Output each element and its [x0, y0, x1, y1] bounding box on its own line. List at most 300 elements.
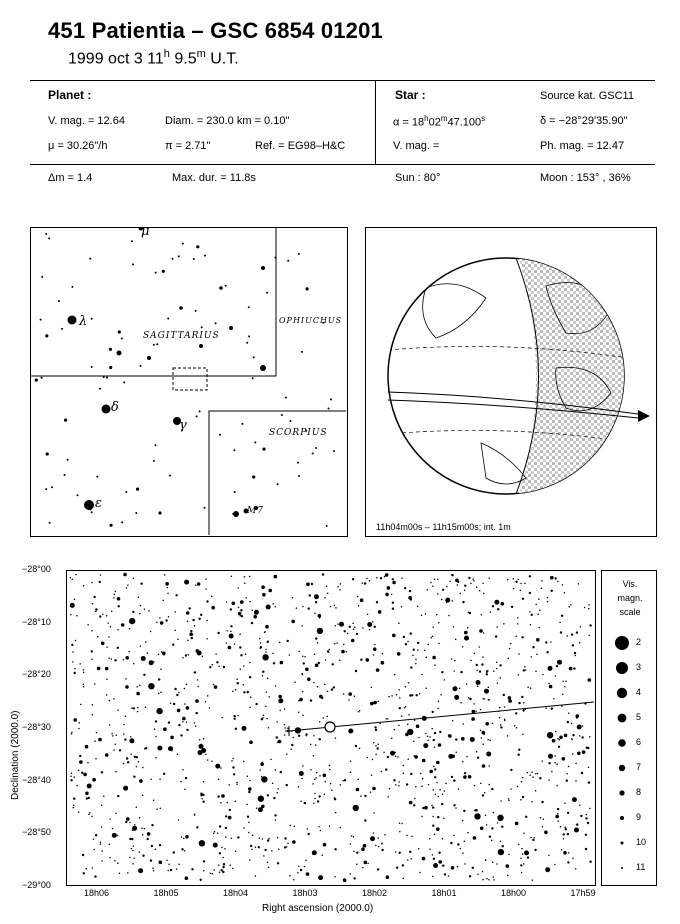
- field-star: [236, 678, 238, 680]
- field-star: [95, 834, 97, 836]
- field-star: [217, 632, 219, 634]
- field-star: [188, 654, 190, 656]
- field-star: [510, 643, 512, 645]
- field-star: [353, 836, 355, 838]
- field-star: [444, 790, 446, 792]
- y-tick-label: −28°50: [22, 827, 51, 838]
- field-star: [500, 841, 502, 843]
- field-star: [85, 792, 89, 796]
- field-star: [532, 776, 534, 778]
- field-star: [433, 766, 435, 768]
- field-star: [223, 666, 225, 668]
- field-star: [515, 712, 517, 714]
- field-star: [550, 641, 552, 643]
- field-star: [359, 710, 361, 712]
- field-star: [570, 604, 572, 606]
- field-star: [241, 615, 243, 617]
- field-star: [558, 739, 560, 741]
- field-star: [377, 701, 379, 703]
- field-star: [232, 868, 234, 870]
- event-maxdur: Max. dur. = 11.8s: [172, 172, 256, 184]
- field-star: [473, 836, 477, 840]
- field-star: [117, 795, 119, 797]
- field-star: [83, 683, 85, 685]
- field-star: [323, 774, 327, 778]
- field-star: [261, 776, 263, 778]
- field-star: [83, 686, 85, 688]
- field-star: [255, 875, 257, 877]
- field-star: [159, 779, 161, 781]
- field-star: [422, 807, 424, 809]
- field-star: [342, 780, 344, 782]
- field-star: [317, 686, 319, 688]
- field-star: [579, 735, 581, 737]
- field-star: [219, 871, 221, 873]
- field-star: [480, 827, 484, 831]
- field-star: [586, 747, 588, 749]
- field-star: [476, 751, 478, 753]
- field-star: [284, 724, 286, 726]
- field-star: [234, 643, 236, 645]
- field-star: [318, 795, 320, 797]
- field-star: [315, 777, 317, 779]
- field-star: [185, 835, 189, 839]
- field-star: [263, 855, 265, 857]
- field-star: [313, 803, 315, 805]
- field-star: [246, 804, 248, 806]
- field-star: [111, 658, 113, 660]
- field-star: [453, 670, 455, 672]
- field-star: [555, 731, 557, 733]
- field-star: [571, 723, 573, 725]
- field-star: [136, 807, 138, 809]
- field-star: [331, 790, 333, 792]
- field-star: [245, 654, 247, 656]
- field-star: [482, 744, 484, 746]
- y-tick-label: −28°20: [22, 669, 51, 680]
- star-alpha: [393, 114, 485, 129]
- field-star: [429, 838, 431, 840]
- label-mu: μ: [141, 224, 151, 239]
- field-star: [529, 774, 531, 776]
- field-star: [491, 840, 493, 842]
- finder-star: [125, 491, 127, 493]
- field-star: [206, 620, 208, 622]
- field-star: [361, 847, 365, 851]
- finder-star: [155, 444, 157, 446]
- field-star: [464, 840, 466, 842]
- field-star: [370, 702, 374, 706]
- finder-star: [109, 366, 112, 369]
- field-star: [197, 651, 202, 656]
- field-star: [319, 775, 321, 777]
- finder-star: [153, 460, 155, 462]
- field-star: [462, 820, 464, 822]
- field-star: [392, 602, 394, 604]
- field-star: [460, 671, 462, 673]
- field-star: [566, 773, 568, 775]
- field-star: [289, 654, 291, 656]
- finder-star: [49, 522, 51, 524]
- finder-star: [275, 257, 277, 259]
- field-star: [335, 625, 337, 627]
- star-phmag: Ph. mag. = 12.47: [540, 140, 625, 152]
- field-star: [341, 650, 345, 654]
- field-star: [500, 800, 502, 802]
- field-star: [569, 667, 573, 671]
- field-star: [482, 794, 484, 796]
- field-star: [480, 730, 482, 732]
- field-star: [267, 677, 269, 679]
- field-star: [266, 691, 268, 693]
- field-star: [106, 694, 108, 696]
- field-star: [105, 667, 109, 671]
- field-star: [522, 777, 524, 779]
- field-star: [139, 613, 141, 615]
- field-star: [91, 658, 93, 660]
- field-star: [510, 788, 512, 790]
- field-star: [203, 860, 205, 862]
- field-star: [455, 752, 457, 754]
- magnitude-legend: [601, 570, 657, 886]
- field-star: [124, 738, 126, 740]
- field-star: [130, 736, 132, 738]
- finder-star: [199, 344, 203, 348]
- field-star: [144, 828, 146, 830]
- field-star: [477, 686, 479, 688]
- field-star: [511, 606, 513, 608]
- field-star: [416, 725, 420, 729]
- field-star: [126, 817, 130, 821]
- field-star: [275, 685, 277, 687]
- field-star: [470, 737, 475, 742]
- field-star: [159, 861, 163, 865]
- field-star: [153, 870, 155, 872]
- field-star: [324, 781, 326, 783]
- field-star: [330, 783, 332, 785]
- field-star: [311, 583, 313, 585]
- field-star: [356, 863, 358, 865]
- field-star: [373, 701, 377, 705]
- field-star: [377, 837, 379, 839]
- field-star: [517, 786, 519, 788]
- field-star: [294, 681, 296, 683]
- field-star: [138, 868, 143, 873]
- field-star: [248, 822, 250, 824]
- field-star: [524, 666, 526, 668]
- field-star: [575, 868, 577, 870]
- field-star: [300, 800, 302, 802]
- field-star: [231, 838, 233, 840]
- field-star: [126, 587, 128, 589]
- field-star: [523, 863, 525, 865]
- field-star: [468, 612, 470, 614]
- field-star: [125, 821, 127, 823]
- field-star: [364, 861, 368, 865]
- field-star: [529, 575, 531, 577]
- field-star: [272, 782, 274, 784]
- field-star: [278, 740, 282, 744]
- field-star: [360, 795, 362, 797]
- field-star: [239, 633, 241, 635]
- field-star: [155, 720, 157, 722]
- field-star: [425, 688, 427, 690]
- field-star: [372, 621, 374, 623]
- field-star: [191, 637, 193, 639]
- field-star: [225, 827, 227, 829]
- field-star: [492, 605, 494, 607]
- field-star: [478, 682, 480, 684]
- field-star: [545, 867, 550, 872]
- field-star: [207, 695, 209, 697]
- field-star: [240, 600, 244, 604]
- field-star: [74, 668, 76, 670]
- field-star: [268, 838, 270, 840]
- field-star: [319, 617, 321, 619]
- field-star: [184, 850, 186, 852]
- field-star: [564, 826, 566, 828]
- field-star: [377, 868, 379, 870]
- field-star: [308, 607, 310, 609]
- field-star: [261, 718, 263, 720]
- alpha-m: m: [440, 114, 448, 123]
- finder-star: [277, 483, 279, 485]
- field-star: [432, 626, 434, 628]
- field-star: [559, 736, 563, 740]
- field-star: [218, 795, 220, 797]
- field-star: [189, 633, 193, 637]
- field-star: [178, 724, 180, 726]
- field-star: [473, 580, 475, 582]
- field-star: [200, 793, 202, 795]
- field-star: [327, 592, 329, 594]
- field-star: [362, 627, 364, 629]
- field-star: [438, 701, 440, 703]
- field-star: [184, 703, 186, 705]
- field-star: [384, 834, 386, 836]
- field-star: [268, 696, 270, 698]
- field-star: [199, 618, 201, 620]
- field-star: [414, 798, 416, 800]
- field-star: [238, 612, 242, 616]
- field-star: [186, 684, 188, 686]
- field-star: [249, 676, 251, 678]
- field-star: [432, 656, 436, 660]
- x-axis-label: Right ascension (2000.0): [262, 903, 374, 914]
- finder-chart: [30, 224, 348, 537]
- finder-star: [241, 423, 243, 425]
- legend-title-line: Vis.: [622, 579, 638, 589]
- field-star: [302, 765, 304, 767]
- legend-swatch: [612, 860, 632, 876]
- finder-star: [51, 486, 53, 488]
- field-star: [158, 678, 160, 680]
- field-star: [497, 682, 499, 684]
- field-star: [172, 644, 174, 646]
- field-star: [413, 740, 415, 742]
- field-star: [240, 654, 242, 656]
- field-star: [382, 653, 384, 655]
- field-star: [432, 585, 434, 587]
- field-star: [114, 860, 116, 862]
- legend-mag-label: 5: [636, 712, 642, 722]
- field-star: [589, 808, 591, 810]
- field-star: [518, 702, 520, 704]
- field-star: [496, 863, 498, 865]
- field-star: [289, 825, 291, 827]
- finder-stars: [35, 228, 335, 527]
- x-tick-label: 17h59: [570, 888, 596, 898]
- field-star: [270, 759, 272, 761]
- field-star: [488, 577, 490, 579]
- finder-star: [225, 285, 227, 287]
- field-star: [75, 574, 77, 576]
- field-star: [292, 597, 294, 599]
- field-star: [560, 631, 562, 633]
- field-star: [113, 698, 115, 700]
- legend-dot: [616, 662, 628, 674]
- field-star: [175, 594, 177, 596]
- field-star: [99, 615, 101, 617]
- field-star: [200, 614, 202, 616]
- field-star: [549, 685, 553, 689]
- field-star: [482, 656, 484, 658]
- field-star: [557, 581, 559, 583]
- field-star: [303, 662, 305, 664]
- field-star: [492, 722, 494, 724]
- field-star: [356, 788, 360, 792]
- legend-swatch: [612, 785, 632, 801]
- field-star: [96, 732, 98, 734]
- finder-star: [71, 286, 73, 288]
- field-star: [348, 699, 350, 701]
- field-star: [482, 871, 484, 873]
- legend-swatch: [612, 735, 632, 751]
- field-star: [127, 872, 129, 874]
- finder-star: [46, 452, 49, 455]
- field-star: [284, 708, 286, 710]
- field-star: [428, 784, 430, 786]
- field-star: [141, 828, 143, 830]
- field-star: [173, 703, 175, 705]
- field-star: [329, 765, 331, 767]
- field-star: [291, 620, 295, 624]
- field-star: [412, 655, 414, 657]
- legend-dot: [619, 790, 624, 795]
- field-star: [393, 779, 395, 781]
- field-star: [439, 789, 441, 791]
- field-star: [302, 691, 304, 693]
- field-star: [453, 835, 455, 837]
- field-star: [145, 707, 147, 709]
- field-star: [396, 694, 398, 696]
- field-star: [486, 752, 491, 757]
- field-star: [213, 684, 215, 686]
- field-star: [399, 707, 401, 709]
- field-star: [259, 638, 261, 640]
- field-star: [298, 735, 300, 737]
- field-star: [491, 827, 493, 829]
- finder-star: [229, 326, 233, 330]
- field-star: [453, 779, 455, 781]
- field-star: [377, 747, 379, 749]
- field-star: [337, 623, 339, 625]
- field-star: [279, 642, 281, 644]
- field-star: [538, 627, 540, 629]
- field-star: [129, 628, 131, 630]
- field-star: [237, 587, 239, 589]
- field-star: [464, 636, 469, 641]
- field-star: [413, 804, 415, 806]
- field-star: [469, 698, 471, 700]
- field-star: [205, 578, 207, 580]
- field-star: [507, 735, 509, 737]
- field-star: [225, 815, 227, 817]
- legend-title-line: scale: [619, 607, 641, 617]
- field-star: [452, 600, 454, 602]
- target-star-marker: [325, 722, 335, 732]
- field-star: [430, 582, 432, 584]
- field-star: [249, 576, 251, 578]
- field-star: [247, 775, 249, 777]
- field-star: [211, 606, 215, 610]
- field-star: [108, 636, 110, 638]
- field-star: [237, 836, 239, 838]
- field-star: [367, 614, 369, 616]
- field-star: [145, 641, 147, 643]
- legend-mag-label: 11: [636, 862, 646, 872]
- field-star: [485, 814, 487, 816]
- field-star: [315, 664, 319, 668]
- field-star: [159, 844, 161, 846]
- field-star: [366, 578, 368, 580]
- field-star: [125, 716, 127, 718]
- field-star: [432, 816, 434, 818]
- field-star: [278, 848, 280, 850]
- field-star: [467, 627, 469, 629]
- field-star: [564, 592, 566, 594]
- field-star: [154, 728, 156, 730]
- field-star: [83, 672, 85, 674]
- field-star: [275, 769, 277, 771]
- field-star: [226, 802, 228, 804]
- field-star: [222, 871, 224, 873]
- field-star: [392, 608, 394, 610]
- field-star: [125, 656, 129, 660]
- field-star: [103, 796, 105, 798]
- field-star: [455, 639, 457, 641]
- field-star: [148, 683, 154, 689]
- y-axis-label: Declination (2000.0): [10, 710, 21, 800]
- field-star: [211, 596, 213, 598]
- field-star: [134, 824, 136, 826]
- field-star: [302, 715, 304, 717]
- field-star: [574, 828, 579, 833]
- field-star: [545, 833, 547, 835]
- field-star: [211, 664, 213, 666]
- field-star: [409, 590, 411, 592]
- field-star: [240, 609, 242, 611]
- field-star: [486, 824, 488, 826]
- y-tick-label: −29°00: [22, 880, 51, 890]
- field-star: [391, 695, 393, 697]
- field-star: [483, 593, 485, 595]
- finder-star: [110, 524, 113, 527]
- finder-star: [91, 366, 93, 368]
- star-chart: [66, 570, 596, 886]
- field-star: [557, 808, 559, 810]
- finder-star: [84, 500, 94, 510]
